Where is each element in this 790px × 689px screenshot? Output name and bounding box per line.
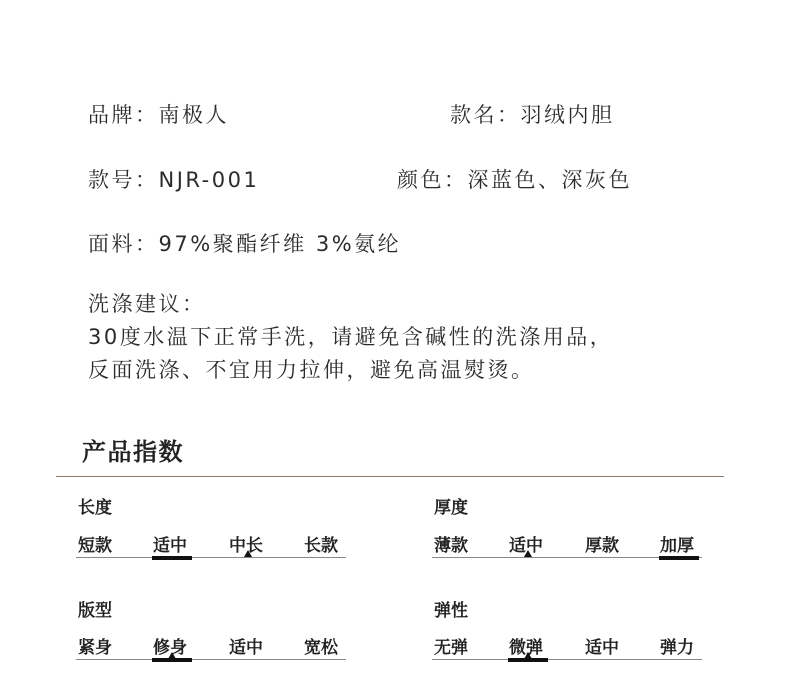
thickness-scale bbox=[432, 531, 702, 561]
scale-option: 短款 bbox=[78, 536, 112, 556]
info-style-name: 款名：羽绒内胆 bbox=[450, 103, 615, 127]
scale-option: 紧身 bbox=[78, 638, 112, 658]
scale-option: 长款 bbox=[304, 536, 338, 556]
info-style-no: 款号：NJR-001 bbox=[88, 168, 260, 192]
indicator-marker bbox=[524, 550, 532, 557]
scale-option: 薄款 bbox=[434, 536, 468, 556]
elasticity-scale bbox=[432, 633, 702, 663]
length-scale bbox=[76, 531, 346, 561]
scale-option: 适中 bbox=[509, 536, 543, 556]
scale-option: 无弹 bbox=[434, 638, 468, 658]
info-color: 颜色：深蓝色、深灰色 bbox=[397, 168, 632, 192]
scale-option: 适中 bbox=[153, 536, 187, 556]
scale-option: 修身 bbox=[153, 638, 187, 658]
info-fabric: 面料：97%聚酯纤维 3%氨纶 bbox=[88, 232, 402, 256]
scale-line bbox=[76, 557, 346, 558]
scale-line bbox=[432, 659, 702, 660]
indicator-marker bbox=[524, 652, 532, 659]
wash-title: 洗涤建议： bbox=[88, 292, 206, 316]
wash-instructions bbox=[88, 288, 613, 387]
scale-option: 厚款 bbox=[585, 536, 619, 556]
scale-option: 宽松 bbox=[304, 638, 338, 658]
fit-scale bbox=[76, 633, 346, 663]
selected-marker bbox=[659, 556, 699, 560]
wash-line-1: 30度水温下正常手洗，请避免含碱性的洗涤用品， bbox=[88, 325, 614, 349]
scale-option: 微弹 bbox=[509, 638, 543, 658]
section-title: 产品指数 bbox=[82, 438, 184, 466]
fit-label: 版型 bbox=[78, 601, 112, 621]
scale-option: 适中 bbox=[585, 638, 619, 658]
scale-option: 适中 bbox=[229, 638, 263, 658]
info-brand: 品牌：南极人 bbox=[88, 103, 229, 127]
scale-option: 加厚 bbox=[660, 536, 694, 556]
elasticity-label: 弹性 bbox=[434, 601, 468, 621]
selected-marker bbox=[152, 556, 192, 560]
length-label: 长度 bbox=[78, 498, 112, 518]
section-divider bbox=[56, 476, 724, 477]
indicator-marker bbox=[168, 652, 176, 659]
indicator-marker bbox=[244, 550, 252, 557]
scale-line bbox=[76, 659, 346, 660]
scale-option: 弹力 bbox=[660, 638, 694, 658]
thickness-label: 厚度 bbox=[434, 498, 468, 518]
scale-option: 中长 bbox=[229, 536, 263, 556]
wash-line-2: 反面洗涤、不宜用力拉伸，避免高温熨烫。 bbox=[88, 358, 535, 382]
